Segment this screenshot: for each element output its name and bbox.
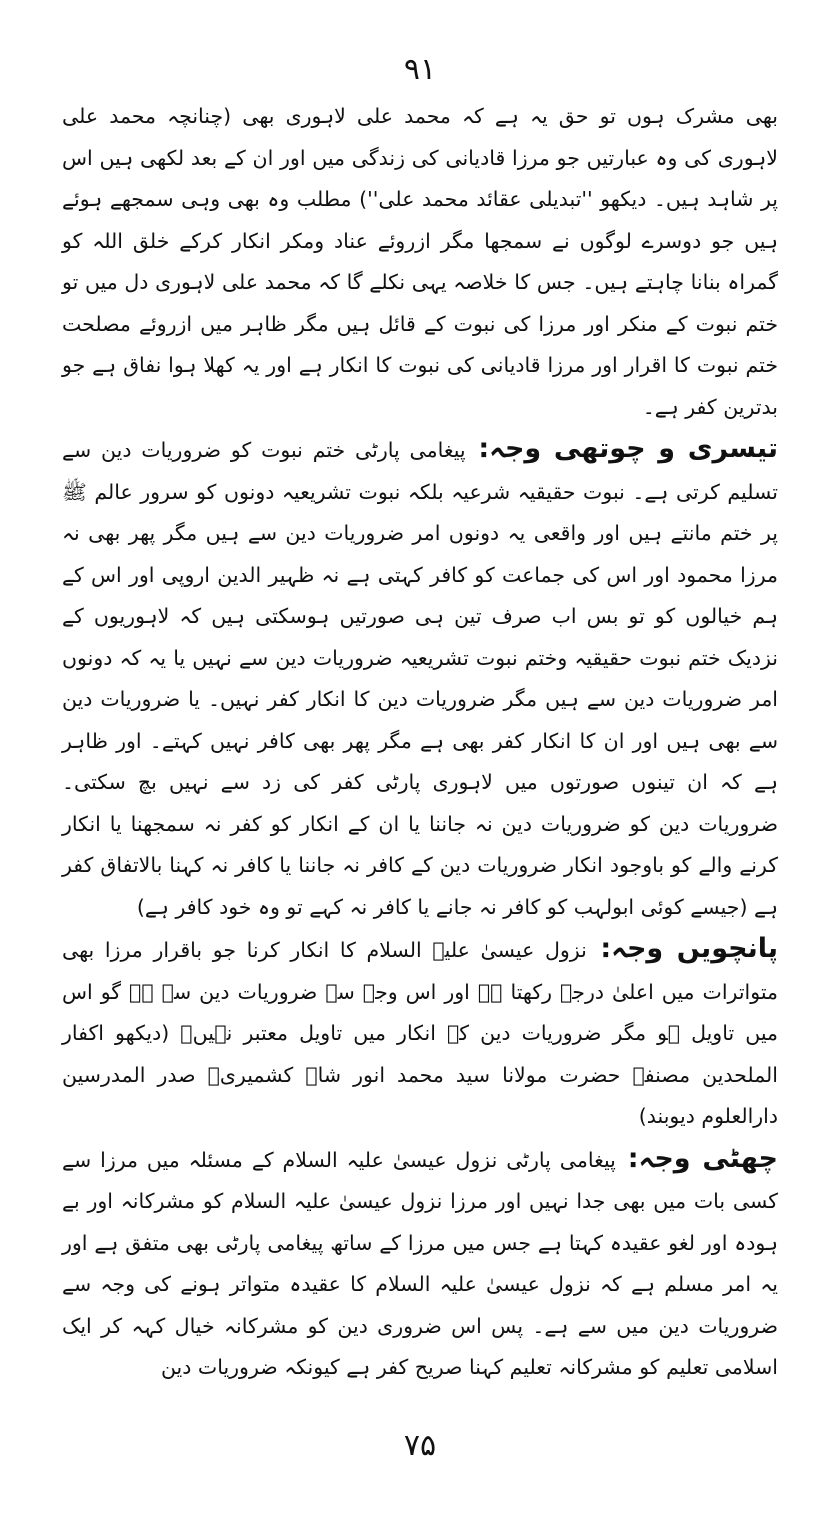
paragraph-3-text: نزول عیسیٰ علیہ السلام کا انکار کرنا جو باقرار مرزا بھی متواترات میں اعلیٰ درجہ رکھتا ہے اور اس وجہ سے ضروریات دین سے ہے گو اس میں تاویل ہو مگر ضروریات دین کے انکار میں تاویل معتبر نہیں۔ (دیکھو اکفار الملحدین مصنفہ حضرت مولانا سید محمد انور شاہ کشمیریؒ صدر المدرسین دارالعلوم دیوبند) [62,938,778,1128]
section-heading-third-fourth-reason: تیسری و چوتھی وجہ: [465,433,778,464]
paragraph-4 [62,1138,778,1389]
paragraph-2 [62,428,778,928]
page-body [62,96,778,1389]
page-number-bottom: ۷۵ [403,1428,437,1463]
section-heading-fifth-reason: پانچویں وجہ: [586,933,778,964]
section-heading-sixth-reason: چھٹی وجہ: [615,1142,778,1174]
page-number-top: ۹۱ [403,52,437,87]
paragraph-1 [62,96,778,428]
paragraph-1-text: بھی مشرک ہوں تو حق یہ ہے کہ محمد علی لاہوری بھی (چنانچہ محمد علی لاہوری کی وہ عبارتیں جو مرزا قادیانی کی زندگی میں اور ان کے بعد لکھی ہیں اس پر شاہد ہیں۔ دیکھو ''تبدیلی عقائد محمد علی'') مطلب وہ بھی وہی سمجھے ہوئے ہیں جو دوسرے لوگوں نے سمجھا مگر ازروئے عناد ومکر انکار کرکے خلق اللہ کو گمراہ بنانا چاہتے ہیں۔ جس کا خلاصہ یہی نکلے گا کہ محمد علی لاہوری دل میں تو ختم نبوت کے منکر اور مرزا کی نبوت کے قائل ہیں مگر ظاہر میں ازروئے مصلحت ختم نبوت کا اقرار اور مرزا قادیانی کی نبوت کا انکار ہے اور یہ کھلا ہوا نفاق ہے جو بدترین کفر ہے۔ [62,104,778,419]
paragraph-3 [62,928,778,1138]
paragraph-4-text: پیغامی پارٹی نزول عیسیٰ علیہ السلام کے مسئلہ میں مرزا سے کسی بات میں بھی جدا نہیں اور مرزا نزول عیسیٰ علیہ السلام کو مشرکانہ اور بے ہودہ اور لغو عقیدہ کہتا ہے جس میں مرزا کے ساتھ پیغامی پارٹی بھی متفق ہے اور یہ امر مسلم ہے کہ نزول عیسیٰ علیہ السلام کا عقیدہ متواتر ہونے کی وجہ سے ضروریات دین میں سے ہے۔ پس اس ضروری دین کو مشرکانہ خیال کہہ کر ایک اسلامی تعلیم کو مشرکانہ تعلیم کہنا صریح کفر ہے کیونکہ ضروریات دین [62,1147,778,1379]
paragraph-2-text: پیغامی پارٹی ختم نبوت کو ضروریات دین سے تسلیم کرتی ہے۔ نبوت حقیقیہ شرعیہ بلکہ نبوت تشریعیہ دونوں کو سرور عالم ﷺ پر ختم مانتے ہیں اور واقعی یہ دونوں امر ضروریات دین سے ہیں مگر پھر بھی نہ مرزا محمود اور اس کی جماعت کو کافر کہتی ہے نہ ظہیر الدین اروپی اور اس کے ہم خیالوں کو تو بس اب صرف تین ہی صورتیں ہوسکتی ہیں کہ لاہوریوں کے نزدیک ختم نبوت حقیقیہ وختم نبوت تشریعیہ ضروریات دین سے نہیں یا یہ کہ دونوں امر ضروریات دین سے ہیں مگر ضروریات دین کا انکار کفر نہیں۔ یا ضروریات دین سے بھی ہیں اور ان کا انکار کفر بھی ہے مگر پھر بھی کافر نہیں کہتے۔ اور ظاہر ہے کہ ان تینوں صورتوں میں لاہوری پارٹی کفر کی زد سے نہیں بچ سکتی۔ ضروریات دین کو ضروریات دین نہ جاننا یا ان کے انکار کو کفر نہ سمجھنا یا انکار کرنے والے کو باوجود انکار ضروریات دین کے کافر نہ جاننا یا کافر نہ کہنا بالاتفاق کفر ہے (جیسے کوئی ابولہب کو کافر نہ جانے یا کافر نہ کہے تو وہ خود کافر ہے) [62,438,778,919]
